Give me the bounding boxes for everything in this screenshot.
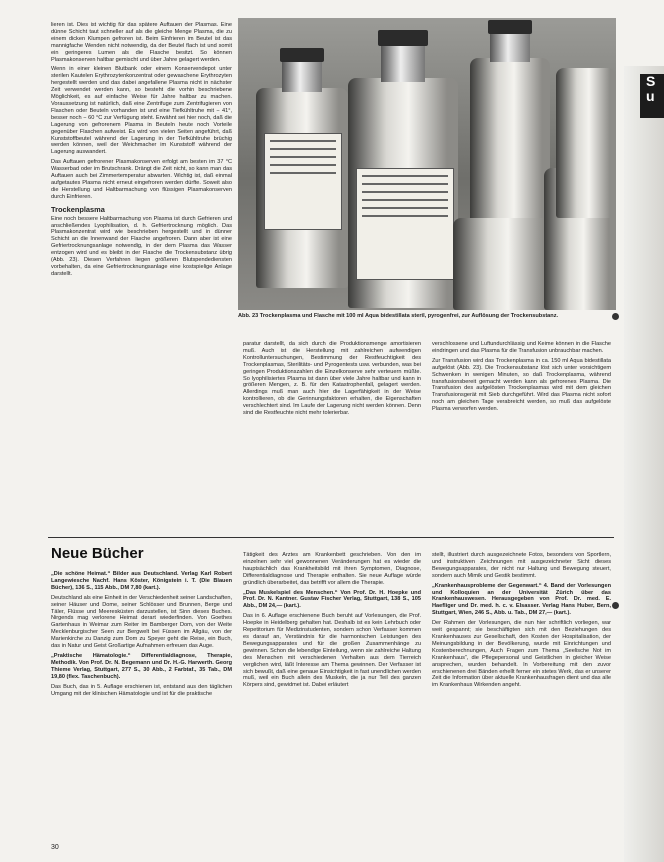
- book-review: Das in 6. Auflage erschienene Buch beruht auf Vorlesungen, die Prof. Hoepke in Heidelberg gehalten hat. Deshalb ist es kein Lehrbuch oder Repetitorium für Medizinstudenten, sondern schon Verfasser kommen es darauf an, Verständnis für die harmonischen Leistungen des Bewegungsapparates und für die großen Zusammenhänge zu gewinnen. Schon die lebendige Einteilung, wenn sie zahlreiche Haltung des Menschen mit verschiedenen Verhalten aus dem Tierreich verglichen wird, läßt Interesse am Thema gewinnen. Der Verfasser ist sich bewußt, daß eine genaue Einsichtigkeit in fast unendlichen werden muß, weil ein Buch allein des Muskeln, die ja nur Teil des ganzen Körpers sind, gewidmet ist. Dabei erläutert: [243, 613, 421, 689]
- books-right-column: [432, 552, 611, 692]
- left-article-column: [51, 22, 232, 281]
- paragraph: paratur darstellt, da sich durch die Produktionsmenge amortisieren muß. Auch ist die Herstellung mit zahlreichen aufwendigen Kontrolluntersuchungen, Bestimmung der Restfeuchtigkeit des Trockenplasmas, Sterilitäts- und Pyrogentests usw. verbunden, was bei geringen Produktionszahlen die Einzelkonserve sehr verteuern müßte. So lyophilisiertes Plasma ist dann über viele Jahre haltbar und kann in größeren Mengen, z. B. für den Katastrophenfall, gelagert werden. Allerdings muß man auch hier die Lagerfähigkeit in der Weise kontrollieren, ob die Gerinnungsfaktoren erhalten, die Eigenschaften verschlechtert sind. Im Laufe der Lagerung nicht werden können. Denn sind die Restfeuchte nicht mehr tolerierbar.: [243, 341, 421, 417]
- binding-hole: [612, 602, 619, 609]
- binding-hole: [612, 313, 619, 320]
- book-title: „Das Muskelspiel des Menschen.“ Von Prof. Dr. H. Hoepke und Prof. Dr. N. Kantner. Gustav Fischer Verlag, Stuttgart, 138 S., 105 Abb., DM 24,— (kart.).: [243, 589, 421, 610]
- paragraph: Zur Transfusion wird das Trockenplasma in ca. 150 ml Aqua bidestillata aufgelöst (Abb. 23). Die Trockensubstanz löst sich unter vorsichtigem Schwenken in wenigen Minuten, so daß Trockenplasma, während transfusionsbereit gemacht werden kann als gefrorenes Plasma. Die Transfusion des aufgelösten Trockenplasmas wird mit dem gleichen Transfusionsgerät mit Sieb durchgeführt. Wird das Plasma nicht sofort noch am gleichen Tage verabreicht werden, so muß das aufgelöste Plasma verworfen werden.: [432, 357, 611, 413]
- paragraph: Eine noch bessere Haltbarmachung von Plasma ist durch Gefrieren und anschließendes Lyophilisation, d. h. Gefriertrocknung möglich. Das Plasmakonzentrat wird wie beschrieben hergestellt und in dünner Schicht an die Innenwand der Flasche angefroren. Dann aber ist eine Gefriertrocknungsanlage notwendig, in der dem Plasma das Wasser entzogen wird und es bleibt in der Flasche die Trockensubstanz übrig (Abb. 23). Diesen Verfahren liegen größeren Blutspendediensten vorbehalten, da eine Gefriertrocknungsanlage eine kostspielige Anlage darstellt.: [51, 215, 232, 277]
- paragraph: verschlossene und Luftundurchlässig und Keime können in die Flasche eindringen und das Plasma für die Transfusion unbrauchbar machen.: [432, 341, 611, 354]
- books-mid-column: [243, 552, 421, 692]
- book-title: „Die schöne Heimat.“ Bilder aus Deutschland. Verlag Karl Robert Langewiesche Nachf. Hans Köster, Königstein i. T. (Die Blauen Bücher), 136 S., 115 Abb., DM 7,80 (kart.).: [51, 571, 232, 591]
- book-review: Das Buch, das in 5. Auflage erschienen ist, entstand aus den täglichen Umgang mit der klinischen Hämatologie und ist für die praktische: [51, 683, 232, 697]
- page-number: 30: [51, 844, 59, 851]
- book-review: Tätigkeit des Arztes am Krankenbett geschrieben. Von den im einzelnen sehr viel gewonnenen Veränderungen hat es wieder die hauptsächlich das Krankheitsbild mit ihren Symptomen, Diagnose, Differentialdiagnose und Therapie enthalten. Sie neue Auflage würde gründlich überarbeitet, das betrifft vor allem die Therapie.: [243, 552, 421, 586]
- mid-article-column: [243, 341, 421, 420]
- figure-caption: Abb. 23 Trockenplasma und Flasche mit 100 ml Aqua bidestillata steril, pyrogenfrei, zur Auflösung der Trockensubstanz.: [238, 313, 559, 319]
- book-review: Der Rahmen der Vorlesungen, die nun hier schriftlich vorliegen, war weit gespannt; sie beschäftigten sich mit den Beziehungen des Krankenhauses zur Gesellschaft, den Kosten der Hospitalisation, der Meinungsbildung in der Bevölkerung, wurde mit Einrichtungen und Kostenberechnungen, Auch Fragen zum Thema „Seelische Not im Krankenhaus“, die Pflegepersonal und Geistlichen in gleicher Weise ansprechen, wurden behandelt. In Vorbereitung mit den zuvor erschienenen drei Bänden erhellt ferner ein stetes Werk, das er unserer Zeit die Information über aktuelle Krankenhausfragen dient und das alle im Krankenhaus Wirkenden angeht.: [432, 620, 611, 689]
- paragraph: Wenn in einer kleinen Blutbank oder einem Konservendepot unter sterilen Kautelen Erythrozytenkonzentrat oder gewaschene Erythrozyten hergestellt werden und das dabei angefallene Plasma nicht in nächster Zeit verwendet werden kann, so besteht die vorhin beschriebene Möglichkeit, es auf einfache Weise für Jahre haltbar zu machen. Voraussetzung ist natürlich, daß eine Zentrifuge zum Zentrifugieren von Flaschen oder Beuteln vorhanden ist und eine Tiefkühltruhe mit − 41°, besser noch − 60 °C zur Verfügung steht. Erwähnt sei hier noch, daß die Lagerung von gefrorenem Plasma in Beuteln heute noch Vorteile gegenüber Flaschen aufweist. Es wird von vielen Seiten angeführt, daß Kunststoffbeutel während der Lagerung in der Tiefkühltruhe brüchig werden können, weil der Weichmacher im Kunststoff während der Lagerung auswandert.: [51, 66, 232, 156]
- section-divider: [48, 537, 614, 538]
- books-section-heading: Neue Bücher: [51, 545, 144, 562]
- right-article-column: [432, 341, 611, 416]
- books-left-column: [51, 571, 232, 700]
- book-review: Deutschland als eine Einheit in der Verschiedenheit seiner Landschaften, seiner Häuser und Dome, seiner Schlösser und Brunnen, Berge und Täler, Flüsse und Meeresküsten darzustellen, ist Sinn dieses Buches. Nirgends mag verlorene Heimat derart wiederfinden. Von Goethes Gartenhaus in Weimar zum Reiter im Bamberger Dom, von der Weite Mecklenburgischer Seen zur Bergwelt bei Füssen im Allgäu, von der Marienkirche zu Danzig zum Dom zu Speyer geht die Reise, ein Buch, das in Natur und Geist Großartige Aufnahmen erfreuen das Auge.: [51, 594, 232, 650]
- paragraph: lieren ist. Dies ist wichtig für das spätere Auftauen der Plasmas. Eine dünne Schicht taut schneller auf als die gleiche Menge Plasma, die zu einem dicken Klumpen gefroren ist. Beim Einfrieren im Beutel ist das mannigfache Wenden nicht notwendig, da der Beutel flach ist und somit ein geringeres Lumen als die Flasche besitzt. So können Plasmakonserven haltbar gemischt und über Jahre gelagert werden.: [51, 22, 232, 63]
- book-review: stellt, illustriert durch ausgezeichnete Fotos, besonders von Sportlern, und instruktiven Zeichnungen mit ausgezeichneter Sicht dieses Bewegungsapparates, der nicht nur Haltung und Bewegung steuert, sondern auch Mimik und Gestik bestimmt.: [432, 552, 611, 579]
- section-heading: Trockenplasma: [51, 204, 105, 214]
- book-title: „Praktische Hämatologie.“ Differentialdiagnose, Therapie, Methodik. Von Prof. Dr. N. Begemann und Dr. H.-G. Harwerth. Georg Thieme Verlag, Stuttgart, 277 S., 30 Abb., 2 Farbtaf., 35 Tab., DM 19,80 (flex. Taschenbuch).: [51, 652, 232, 680]
- paragraph: Das Auftauen gefrorener Plasmakonserven erfolgt am besten im 37 °C Wasserbad oder im Brutschrank. Drängt die Zeit nicht, so kann man das Auftauen auch bei Zimmertemperatur abwarten. Wichtig ist, daß einmal aufgetautes Plasma nicht erneut eingefroren werden dürfte. Soweit also die Herstellung und Haltbarmachung von flüssigen Plasmakonserven durch Einfrieren.: [51, 159, 232, 200]
- figure-photo-plasma-bottles: [238, 18, 616, 310]
- adjacent-page-edge: [624, 66, 664, 862]
- adjacent-page-tab: S u: [640, 74, 664, 118]
- book-title: „Krankenhausprobleme der Gegenwart.“ 4. Band der Vorlesungen und Kolloquien an der Universität Zürich über das Krankenhauswesen. Herausgegeben von Prof. Dr. med. E. Haefliger und Dr. med. h. c. v. Elsasser. Verlag Hans Huber, Bern, Stuttgart, Wien, 246 S., Abb. u. Tab., DM 27,— (kart.).: [432, 582, 611, 617]
